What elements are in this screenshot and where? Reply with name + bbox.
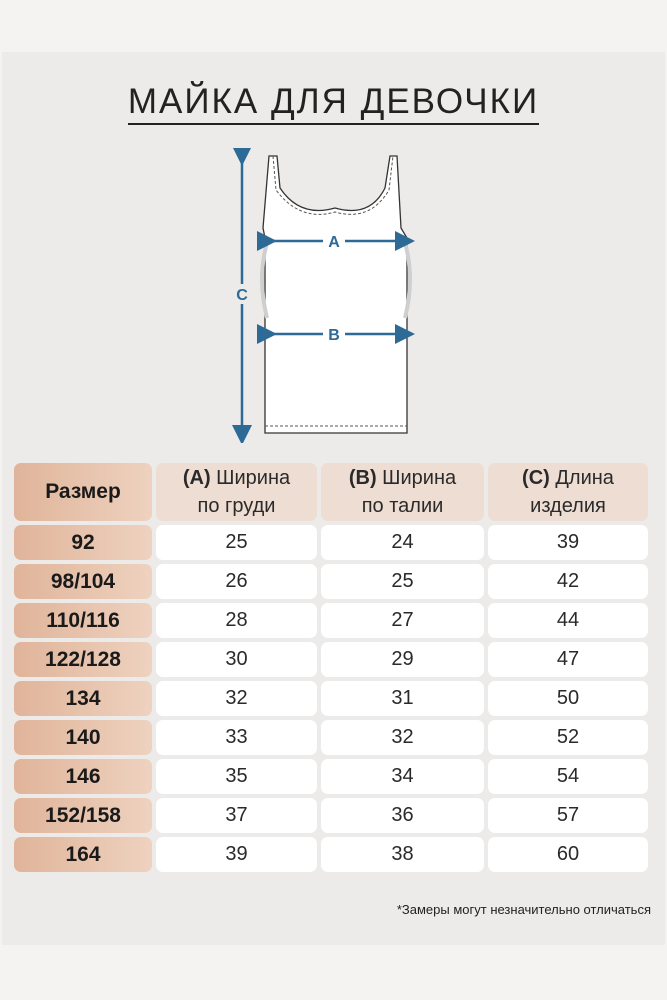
waist-cell: 24: [321, 525, 484, 560]
tank-top-outline: [263, 156, 407, 433]
waist-cell: 29: [321, 642, 484, 677]
table-row: [14, 603, 652, 638]
measure-b-label: B: [328, 327, 340, 344]
size-cell: 122/128: [14, 642, 152, 677]
header-waist-width: (B) Ширина по талии: [321, 463, 484, 521]
length-cell: 57: [488, 798, 648, 833]
table-row: [14, 837, 652, 872]
table-row: [14, 564, 652, 599]
chest-cell: 35: [156, 759, 317, 794]
waist-cell: 27: [321, 603, 484, 638]
chest-cell: 25: [156, 525, 317, 560]
length-cell: 52: [488, 720, 648, 755]
table-row: [14, 681, 652, 716]
chest-cell: 33: [156, 720, 317, 755]
waist-cell: 31: [321, 681, 484, 716]
page-title: МАЙКА ДЛЯ ДЕВОЧКИ: [0, 82, 667, 122]
table-row: [14, 759, 652, 794]
length-cell: 44: [488, 603, 648, 638]
waist-cell: 25: [321, 564, 484, 599]
length-cell: 60: [488, 837, 648, 872]
header-size: Размер: [14, 463, 152, 521]
header-length: (C) Длина изделия: [488, 463, 648, 521]
size-cell: 92: [14, 525, 152, 560]
measure-a-label: A: [328, 234, 340, 251]
size-cell: 146: [14, 759, 152, 794]
chest-cell: 28: [156, 603, 317, 638]
table-row: [14, 525, 652, 560]
size-cell: 152/158: [14, 798, 152, 833]
measure-c-label: C: [236, 287, 248, 304]
chest-cell: 32: [156, 681, 317, 716]
length-cell: 54: [488, 759, 648, 794]
size-cell: 110/116: [14, 603, 152, 638]
header-chest-width: (A) Ширина по груди: [156, 463, 317, 521]
waist-cell: 36: [321, 798, 484, 833]
length-cell: 39: [488, 525, 648, 560]
table-row: [14, 798, 652, 833]
chest-cell: 37: [156, 798, 317, 833]
table-row: [14, 720, 652, 755]
length-cell: 42: [488, 564, 648, 599]
size-cell: 140: [14, 720, 152, 755]
footnote: *Замеры могут незначительно отличаться: [396, 902, 651, 917]
chest-cell: 39: [156, 837, 317, 872]
waist-cell: 34: [321, 759, 484, 794]
waist-cell: 38: [321, 837, 484, 872]
table-header-row: [14, 463, 652, 521]
size-cell: 134: [14, 681, 152, 716]
size-cell: 98/104: [14, 564, 152, 599]
chest-cell: 30: [156, 642, 317, 677]
table-row: [14, 642, 652, 677]
size-table: [14, 463, 652, 876]
length-cell: 47: [488, 642, 648, 677]
tank-top-diagram: [225, 148, 425, 443]
size-cell: 164: [14, 837, 152, 872]
chest-cell: 26: [156, 564, 317, 599]
length-cell: 50: [488, 681, 648, 716]
waist-cell: 32: [321, 720, 484, 755]
